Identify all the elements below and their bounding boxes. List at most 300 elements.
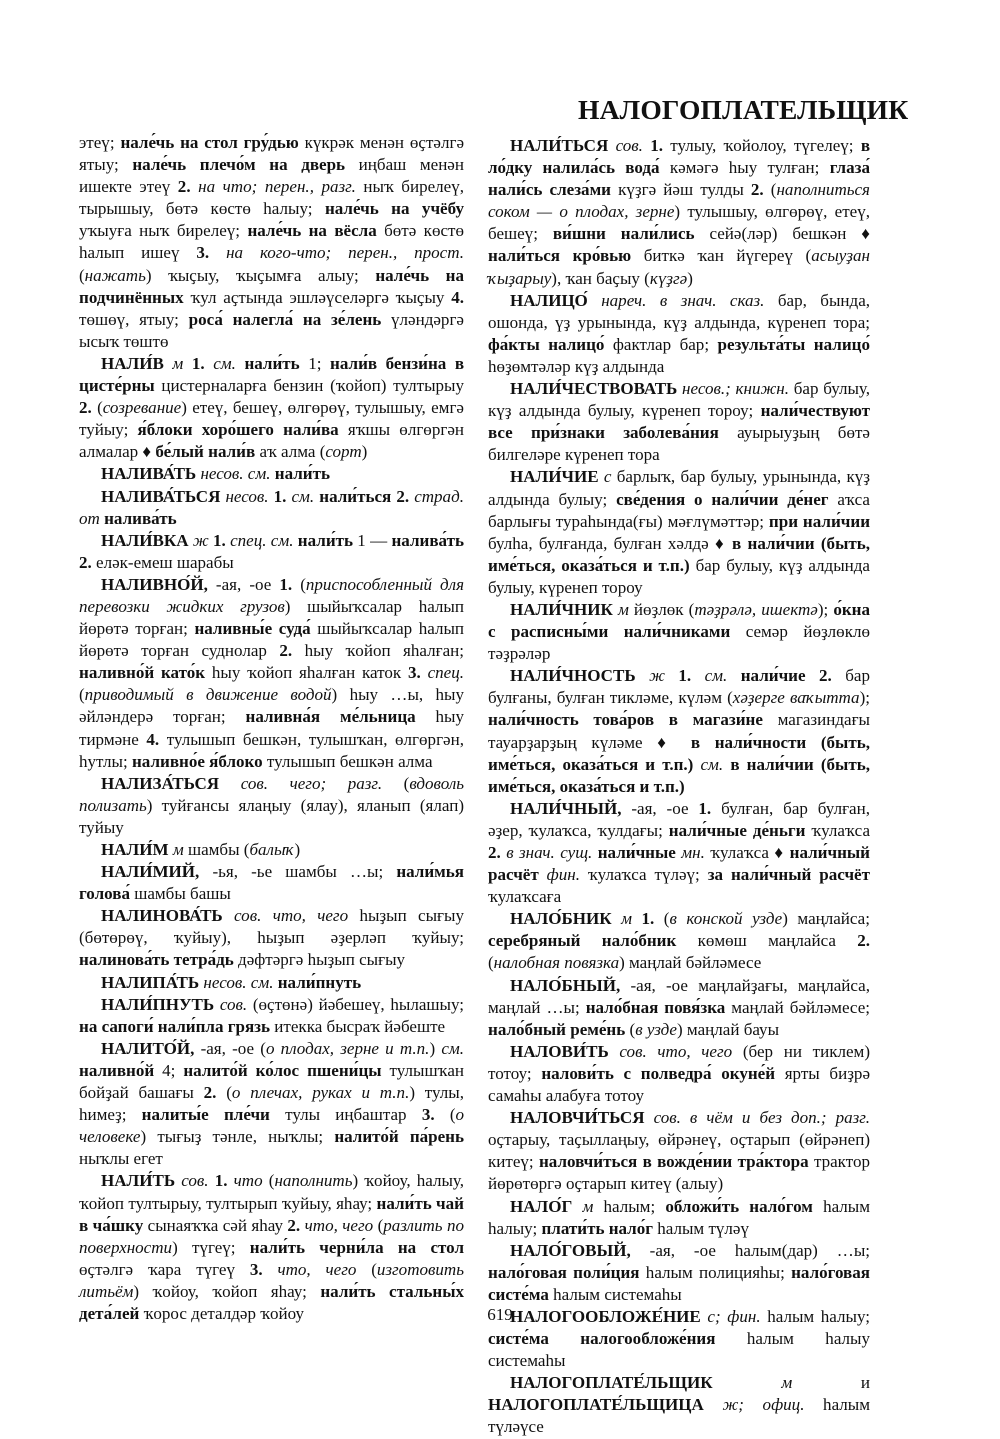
- dictionary-entry: [488, 466, 870, 599]
- headword-or-example: све́дения о нали́чии де́нег: [616, 489, 829, 509]
- headword-or-example: плати́ть нало́г: [541, 1218, 653, 1238]
- grammar-label: м: [781, 1373, 793, 1393]
- translation-text: ауырыуҙың бөтә билгеләре күренеп тора: [488, 423, 870, 465]
- dictionary-entry: [488, 135, 870, 290]
- headword-or-example: НАЛИВНО́Й,: [101, 574, 208, 594]
- grammar-label: сов. в чём и без доп.; разг.: [653, 1108, 870, 1128]
- headword-or-example: 1.: [214, 1171, 228, 1191]
- headword-or-example: наловчи́ться в вожде́нии тра́ктора: [538, 1152, 809, 1172]
- grammar-label: наполниться соком — о плодах, зерне: [488, 180, 870, 222]
- headword-or-example: нали́чные: [597, 843, 676, 862]
- headword-or-example: о́кна с расписны́ми нали́чниками: [488, 599, 870, 642]
- translation-text: аҡ алма (: [255, 442, 326, 462]
- translation-text: булған, бар булған, әҙер, ҡулаҡса, ҡулдағы;: [488, 798, 870, 840]
- translation-text: бөтә көстө һалып ишеү: [79, 221, 464, 263]
- translation-text: һалым һалыу;: [760, 1306, 870, 1326]
- headword-or-example: нали́в бензи́на в цисте́рны: [79, 353, 465, 396]
- translation-text: шамбы (: [183, 840, 250, 859]
- translation-text: (: [79, 685, 85, 705]
- grammar-label: о человеке: [79, 1105, 465, 1147]
- translation-text: [645, 1108, 654, 1127]
- translation-text: (: [654, 909, 670, 929]
- grammar-label: чего; разг.: [289, 773, 383, 793]
- running-head: НАЛОГОПЛАТЕЛЬЩИК: [578, 94, 909, 125]
- grammar-label: на что; перен., разг.: [198, 177, 356, 197]
- headword-or-example: обложи́ть нало́гом: [665, 1196, 813, 1216]
- grammar-label: налобная повязка: [493, 953, 620, 973]
- headword-or-example: НАЛИ́М: [101, 840, 169, 859]
- translation-text: семәр йөҙлөклө тәҙрәләр: [488, 622, 870, 664]
- headword-or-example: нали́пнуть: [277, 972, 362, 992]
- grammar-label: см.: [704, 666, 728, 686]
- translation-text: [609, 1042, 620, 1061]
- headword-or-example: нали́чествуют все при́знаки заболева́ния: [488, 401, 870, 443]
- headword-or-example: НАЛО́Г: [510, 1196, 573, 1216]
- dictionary-entry: [79, 905, 464, 971]
- translation-text: [665, 666, 678, 685]
- headword-or-example: систе́ма налогообложе́ния: [488, 1329, 716, 1349]
- translation-text: ) тулышыу, өлгөрөү, етеү, бешеү;: [488, 202, 871, 244]
- grammar-label: хәҙерге ваҡытта: [732, 688, 860, 708]
- translation-text: (: [262, 1171, 275, 1191]
- headword-or-example: НАЛИПА́ТЬ: [101, 972, 200, 992]
- grammar-label: ж; офиц.: [722, 1395, 805, 1415]
- headword-or-example: 1.: [650, 136, 663, 155]
- translation-text: сейә(ләр) бешкән ♦: [694, 224, 870, 244]
- headword-or-example: 3.: [249, 1259, 263, 1279]
- grammar-label: в знач. сущ.: [506, 843, 593, 862]
- translation-text: кәмәгә һыу тулған;: [659, 158, 830, 178]
- translation-text: уҡыуға ныҡ бирелеү;: [79, 221, 248, 241]
- translation-text: ) тығыҙ тәнле, ныҡлы;: [140, 1127, 335, 1147]
- headword-or-example: нали́ть черни́ла на стол: [249, 1237, 465, 1257]
- grammar-label: күҙгә: [649, 268, 688, 288]
- headword-or-example: 1.: [678, 666, 692, 686]
- headword-or-example: 4.: [451, 287, 464, 307]
- translation-text: өҫтәлгә ҡара түгеү: [79, 1259, 250, 1279]
- dictionary-entry: [79, 463, 464, 485]
- headword-or-example: НАЛИ́ЧИЕ: [510, 467, 599, 487]
- grammar-label: спец.: [427, 663, 464, 683]
- grammar-label: сорт: [325, 442, 362, 462]
- grammar-label: несов. см.: [203, 972, 274, 992]
- dictionary-entry: [79, 839, 464, 861]
- headword-or-example: НАЛО́ГОВЫЙ,: [510, 1240, 631, 1260]
- grammar-label: ж: [649, 666, 665, 686]
- headword-or-example: НАЛОГООБЛОЖЕ́НИЕ: [510, 1306, 701, 1326]
- headword-or-example: роса́ налегла́ на зе́лень: [188, 309, 382, 329]
- grammar-label: м: [172, 840, 184, 859]
- headword-or-example: НАЛОГОПЛАТЕ́ЛЬЩИК: [510, 1373, 713, 1393]
- right-column: [488, 135, 870, 1439]
- translation-text: 1 —: [353, 530, 392, 550]
- grammar-label: что, чего: [277, 1259, 357, 1279]
- translation-text: [632, 909, 642, 928]
- translation-text: ныҡлы егет: [79, 1149, 163, 1169]
- dictionary-entry: [488, 378, 870, 466]
- translation-text: );: [817, 599, 834, 619]
- translation-text: (: [79, 265, 85, 285]
- translation-text: һалым полицияһы;: [639, 1262, 792, 1282]
- grammar-label: см.: [700, 754, 724, 774]
- grammar-label: фин.: [546, 865, 580, 885]
- translation-text: [612, 909, 622, 928]
- dictionary-entry: [79, 972, 464, 994]
- grammar-label: несов.: [225, 486, 269, 506]
- translation-text: тулыу, ҡойолоу, түгелеү;: [662, 136, 861, 155]
- headword-or-example: 2.: [79, 398, 92, 418]
- translation-text: ) туйғансы ялаңыу (ялау), яланып (ялап) туйыу: [79, 795, 464, 837]
- headword-or-example: нали́чные де́ньги: [668, 820, 806, 840]
- translation-text: [713, 1373, 782, 1392]
- translation-text: 1;: [299, 353, 331, 373]
- translation-text: биткә ҡан йүгереү (: [631, 246, 812, 266]
- grammar-label: что, чего: [304, 1215, 374, 1235]
- dictionary-entry: [488, 1107, 870, 1195]
- grammar-label: наполнить: [274, 1171, 353, 1191]
- translation-text: ), ҡан баҫыу (: [551, 268, 650, 288]
- headword-or-example: нало́бный реме́нь: [488, 1019, 626, 1039]
- grammar-label: с; фин.: [707, 1306, 761, 1326]
- translation-text: (: [91, 398, 103, 418]
- headword-or-example: нале́чь на стол гру́дью: [120, 133, 299, 152]
- translation-text: [191, 177, 199, 196]
- grammar-label: асыуҙан ҡыҙарыу: [488, 246, 870, 288]
- translation-text: [219, 774, 241, 793]
- translation-text: цистерналарға бензин (ҡойоп) тултырыу: [154, 376, 464, 396]
- dictionary-entry: [79, 861, 464, 905]
- translation-text: магазиндағы тауарҙарҙың күләме ♦: [488, 710, 870, 752]
- headword-or-example: нали́ться кро́вью: [488, 246, 632, 266]
- page-number: 619: [487, 1305, 513, 1324]
- translation-text: барлыҡ, бар булыу, урынында, күҙ алдында булыу;: [488, 467, 870, 509]
- translation-text: -ья, -ье шамбы …ы;: [199, 862, 397, 882]
- translation-text: сынаяҡҡа сәй яһау: [143, 1215, 288, 1235]
- headword-or-example: нали́ть: [244, 353, 300, 373]
- translation-text: этеү;: [79, 133, 121, 152]
- translation-text: һалым түләү: [653, 1218, 749, 1238]
- headword-or-example: НАЛИВА́ТЬСЯ: [101, 486, 221, 506]
- translation-text: төшөү, ятыу;: [79, 309, 189, 329]
- grammar-label: сов. что, чего: [619, 1041, 733, 1061]
- translation-text: һыу ҡойоп яһалған;: [292, 641, 464, 661]
- translation-text: ҡулаҡса түләү;: [580, 865, 708, 885]
- headword-or-example: налива́ть: [104, 508, 177, 528]
- headword-or-example: 1.: [698, 798, 712, 818]
- translation-text: [539, 865, 547, 884]
- headword-or-example: результа́ты налицо́: [717, 334, 870, 354]
- grammar-label: изготовить литьём: [79, 1259, 464, 1301]
- headword-or-example: 4.: [146, 729, 160, 749]
- dictionary-entry: [79, 1038, 464, 1171]
- translation-text: һыу тирмәне: [79, 707, 464, 749]
- headword-or-example: 2.: [819, 666, 832, 686]
- grammar-label: приспособленный для перевозки жидких грузов: [79, 574, 464, 616]
- translation-text: тулы иңбаштар: [269, 1105, 422, 1125]
- headword-or-example: нали́ться: [319, 486, 392, 506]
- dictionary-entry: [79, 1170, 464, 1325]
- grammar-label: ж: [192, 530, 209, 550]
- grammar-label: нажать: [84, 265, 146, 285]
- grammar-label: см.: [441, 1038, 464, 1058]
- headword-or-example: нало́бная повя́зка: [585, 997, 726, 1017]
- headword-or-example: в ло́дку налила́сь вода́: [488, 136, 871, 178]
- headword-or-example: нале́чь на учёбу: [324, 199, 464, 219]
- grammar-label: сов. что, чего: [234, 906, 349, 926]
- dictionary-entry: [488, 908, 870, 974]
- translation-text: ярты биҙрә самаһы алабуға тотоу: [488, 1063, 870, 1106]
- headword-or-example: нали́ть: [297, 530, 353, 550]
- headword-or-example: НАЛОГОПЛАТЕ́ЛЬЩИЦА: [488, 1395, 704, 1415]
- grammar-label: о плодах, зерне и т.п.: [265, 1038, 430, 1058]
- translation-text: -ая, -ое: [621, 798, 699, 818]
- grammar-label: см.: [291, 486, 315, 506]
- translation-text: ) маңлай бауы: [677, 1019, 780, 1039]
- translation-text: [636, 666, 649, 685]
- translation-text: ) түгеү;: [172, 1237, 250, 1257]
- translation-text: [205, 354, 214, 373]
- translation-text: ): [687, 268, 693, 288]
- headword-or-example: 2.: [488, 843, 501, 862]
- headword-or-example: НАЛИ́В: [101, 353, 164, 373]
- translation-text: (: [434, 1105, 456, 1125]
- translation-text: һалым түләүсе: [488, 1395, 870, 1437]
- translation-text: бар булыу, күҙ алдында булыу, күренеп тороу: [488, 555, 870, 597]
- translation-text: [691, 666, 704, 685]
- translation-text: ҡулаҡсаға: [488, 887, 562, 907]
- dictionary-entry: [79, 574, 464, 773]
- headword-or-example: нали́чный расчёт: [488, 843, 870, 885]
- translation-text: аҡса барлығы тураһында(ғы) мәғлүмәттәр;: [488, 489, 870, 531]
- dictionary-entry: [79, 773, 464, 839]
- headword-or-example: нало́говая систе́ма: [488, 1262, 870, 1304]
- translation-text: ): [361, 442, 368, 462]
- translation-text: [572, 1197, 582, 1216]
- grammar-label: спец. см.: [230, 530, 294, 550]
- grammar-label: сов.: [219, 994, 248, 1014]
- headword-or-example: наливно́й като́к: [79, 663, 206, 683]
- translation-text: (: [216, 1083, 232, 1103]
- headword-or-example: 2.: [287, 1215, 301, 1235]
- headword-or-example: НАЛИ́ТЬСЯ: [510, 136, 609, 155]
- headword-or-example: НАЛИ́ЧНИК: [510, 599, 613, 619]
- headword-or-example: 1.: [279, 574, 293, 594]
- headword-or-example: 3.: [407, 663, 421, 683]
- grammar-label: о плечах, руках и т.п.: [231, 1083, 410, 1103]
- headword-or-example: наливно́е я́блоко: [131, 751, 263, 771]
- translation-text: һалым;: [593, 1196, 666, 1216]
- grammar-label: страд. от: [79, 486, 464, 528]
- translation-text: -ая, -ое маңлайҙағы, маңлайса, маңлай …ы;: [488, 975, 870, 1017]
- grammar-label: нареч. в знач. сказ.: [601, 290, 765, 310]
- translation-text: [727, 666, 740, 685]
- headword-or-example: наливны́е суда́: [194, 619, 311, 639]
- headword-or-example: НАЛИЦО́: [510, 290, 588, 310]
- translation-text: ныҡ бирелеү, тырышыу, бөтә көстө һалыу;: [79, 177, 464, 219]
- headword-or-example: налинова́ть тетра́дь: [79, 950, 234, 970]
- dictionary-entry: [488, 599, 870, 665]
- translation-text: -ая, -ое (: [194, 1038, 266, 1058]
- translation-text: яҡшы өлгөргән алмалар ♦: [79, 420, 464, 462]
- translation-text: һалым һалыу;: [488, 1196, 871, 1238]
- headword-or-example: нали́ть чай в ча́шку: [79, 1193, 464, 1235]
- translation-text: [608, 136, 615, 155]
- headword-or-example: НАЛОВЧИ́ТЬСЯ: [510, 1108, 645, 1128]
- translation-text: оҫтарыу, таҫыллаңыу, өйрәнеү, оҫтарып (өйрәнеп) китеү;: [488, 1130, 870, 1172]
- translation-text: һалым һалыу системаһы: [488, 1329, 870, 1371]
- headword-or-example: глаза́ нали́сь слеза́ми: [488, 158, 870, 200]
- translation-text: ) етеү, бешеү, өлгөрөү, тулышыу, емгә туйыу;: [79, 398, 464, 440]
- translation-text: тулышҡан бойҙай башағы: [79, 1060, 464, 1103]
- translation-text: дәфтәргә һыҙып сығыу: [233, 950, 406, 970]
- headword-or-example: в нали́чии (быть, име́ться, оказа́ться и т.п.): [488, 754, 870, 796]
- headword-or-example: налива́ть: [391, 530, 464, 550]
- headword-or-example: бе́лый нали́в: [155, 442, 256, 462]
- headword-or-example: нали́ть: [274, 464, 330, 484]
- headword-or-example: нали́мья голова́: [79, 862, 464, 904]
- translation-text: тулышып бешкән, тулышҡан, өлгөргән, һутлы;: [79, 729, 464, 771]
- translation-text: (өҫтөнә) йәбешеү, һылашыу;: [247, 994, 464, 1014]
- grammar-label: мн.: [681, 843, 705, 862]
- translation-text: ) шыйыҡсалар һалып йөрөтә торған;: [79, 596, 464, 639]
- translation-text: һалым системаһы: [548, 1284, 682, 1304]
- headword-or-example: 1.: [273, 486, 287, 506]
- translation-text: шыйыҡсалар һалып йөрөтә торған суднолар: [79, 619, 464, 661]
- headword-or-example: я́блоки хоро́шего нали́ва: [137, 420, 339, 440]
- headword-or-example: НАЛИНОВА́ТЬ: [101, 906, 223, 926]
- translation-text: итекка бысраҡ йәбеште: [270, 1016, 446, 1036]
- headword-or-example: 1.: [212, 530, 226, 550]
- dictionary-entry: [488, 665, 870, 798]
- headword-or-example: НАЛИ́МИЙ,: [101, 862, 200, 882]
- headword-or-example: НАЛИ́ТЬ: [101, 1171, 176, 1191]
- headword-or-example: на сапоги́ нали́пла грязь: [79, 1016, 271, 1036]
- translation-text: ҡулаҡса ♦: [704, 843, 790, 862]
- headword-or-example: за нали́чный расчёт: [707, 865, 870, 885]
- headword-or-example: 3.: [421, 1105, 435, 1125]
- translation-text: фактлар бар;: [604, 334, 718, 354]
- translation-text: ) тулы, һимеҙ;: [79, 1083, 464, 1125]
- headword-or-example: НАЛОВИ́ТЬ: [510, 1041, 609, 1061]
- headword-or-example: нале́чь плечо́м на дверь: [132, 155, 346, 175]
- dictionary-entry: [488, 1041, 870, 1107]
- translation-text: ): [294, 840, 301, 859]
- dictionary-entry: [79, 994, 464, 1038]
- translation-text: үләндәргә ысыҡ төштө: [79, 309, 464, 351]
- headword-or-example: нали́чие: [740, 666, 806, 686]
- headword-or-example: серебряный нало́бник: [488, 931, 677, 951]
- translation-text: (: [488, 953, 494, 973]
- translation-text: [806, 666, 819, 685]
- grammar-label: в узде: [635, 1019, 677, 1039]
- translation-text: күкрәк менән өҫтәлгә ятыу;: [79, 133, 464, 175]
- translation-text: (: [373, 1215, 384, 1235]
- grammar-label: разлить по поверхности: [79, 1215, 464, 1257]
- translation-text: ҡулаҡса: [805, 820, 871, 840]
- dictionary-entry: [488, 975, 870, 1041]
- headword-or-example: нало́говая поли́ция: [488, 1262, 640, 1282]
- translation-text: ) ҡойоу, ҡойоп яһау;: [133, 1281, 321, 1301]
- translation-text: [263, 1260, 278, 1279]
- headword-or-example: НАЛИВА́ТЬ: [101, 464, 197, 484]
- translation-text: [183, 354, 192, 373]
- headword-or-example: 1.: [641, 909, 655, 929]
- headword-or-example: НАЛИ́ЧНЫЙ,: [510, 798, 622, 818]
- grammar-label: несов.; книжн.: [682, 379, 790, 399]
- headword-or-example: 2.: [396, 486, 410, 506]
- dictionary-entry: [488, 290, 870, 378]
- grammar-label: с: [603, 467, 612, 487]
- headword-or-example: налови́ть с полведра́ окуне́й: [541, 1063, 776, 1083]
- dictionary-entry: [79, 353, 464, 463]
- headword-or-example: 2.: [79, 552, 92, 572]
- translation-text: еләк-емеш шарабы: [91, 552, 234, 572]
- headword-or-example: НАЛО́БНЫЙ,: [510, 975, 621, 995]
- translation-text: и: [792, 1373, 870, 1393]
- translation-text: ҡорос деталдәр ҡойоу: [139, 1303, 305, 1323]
- headword-or-example: нали́ть стальны́х дета́лей: [79, 1281, 465, 1323]
- dictionary-entry: [488, 1372, 870, 1438]
- translation-text: );: [859, 688, 870, 708]
- headword-or-example: нали́чность това́ров в магази́не: [488, 710, 763, 730]
- dictionary-entry: [488, 1240, 870, 1306]
- translation-text: көмөш маңлайса: [676, 931, 858, 951]
- grammar-label: сов.: [240, 773, 268, 793]
- translation-text: [223, 906, 234, 925]
- translation-text: 4;: [154, 1060, 184, 1080]
- translation-text: (: [625, 1019, 636, 1039]
- translation-text: трактор йөрөтөргә оҫтарып китеү (алыу): [488, 1152, 870, 1194]
- dictionary-entry: [79, 486, 464, 530]
- grammar-label: м: [172, 353, 184, 373]
- headword-or-example: наливна́я ме́льница: [245, 707, 416, 727]
- headword-or-example: налито́й ко́лос пшени́цы: [183, 1060, 382, 1080]
- grammar-label: см.: [213, 353, 236, 373]
- translation-text: [268, 774, 290, 793]
- headword-or-example: нале́чь на вёсла: [247, 221, 377, 241]
- dictionary-entry: [488, 798, 870, 908]
- grammar-label: вдоволь полизать: [79, 773, 464, 815]
- translation-text: [588, 291, 601, 310]
- translation-text: (: [292, 574, 306, 594]
- grammar-label: м: [617, 599, 629, 619]
- grammar-label: тәҙрәлә, ишектә: [694, 599, 818, 619]
- grammar-label: сов.: [181, 1171, 209, 1191]
- left-column: [79, 132, 464, 1325]
- translation-text: һыу ҡойоп яһалған каток: [205, 663, 408, 683]
- translation-text: ) маңлайса;: [782, 909, 870, 929]
- headword-or-example: ви́шни нали́лись: [552, 224, 695, 244]
- translation-text: ) ҡойоу, һалыу, ҡойоп тултырыу, тултырып ҡуйыу, яһау;: [79, 1171, 464, 1213]
- grammar-label: созревание: [102, 398, 182, 418]
- headword-or-example: фа́кты налицо́: [488, 334, 605, 354]
- grammar-label: балыҡ: [249, 840, 295, 859]
- translation-text: бар, бында, ошонда, үҙ урынында, күҙ алдында, күренеп тора;: [488, 290, 871, 332]
- headword-or-example: НАЛИ́ПНУТЬ: [101, 994, 215, 1014]
- translation-text: ҡул аҫтында эшләүселәргә ҡыҫыу: [183, 287, 452, 307]
- grammar-label: м: [621, 909, 632, 929]
- headword-or-example: 2.: [203, 1083, 217, 1103]
- translation-text: (: [382, 773, 410, 793]
- translation-text: маңлай бәйләмесе;: [725, 997, 870, 1017]
- translation-text: һөҙөмтәләр күҙ алдында: [488, 356, 665, 376]
- grammar-label: м: [582, 1196, 594, 1216]
- headword-or-example: НАЛИ́ВКА: [101, 530, 189, 550]
- translation-text: (: [763, 180, 777, 200]
- headword-or-example: налиты́е пле́чи: [141, 1105, 270, 1125]
- translation-text: ) ҡыҫыу, ҡыҫымға алыу;: [145, 265, 376, 285]
- headword-or-example: 2.: [857, 931, 871, 951]
